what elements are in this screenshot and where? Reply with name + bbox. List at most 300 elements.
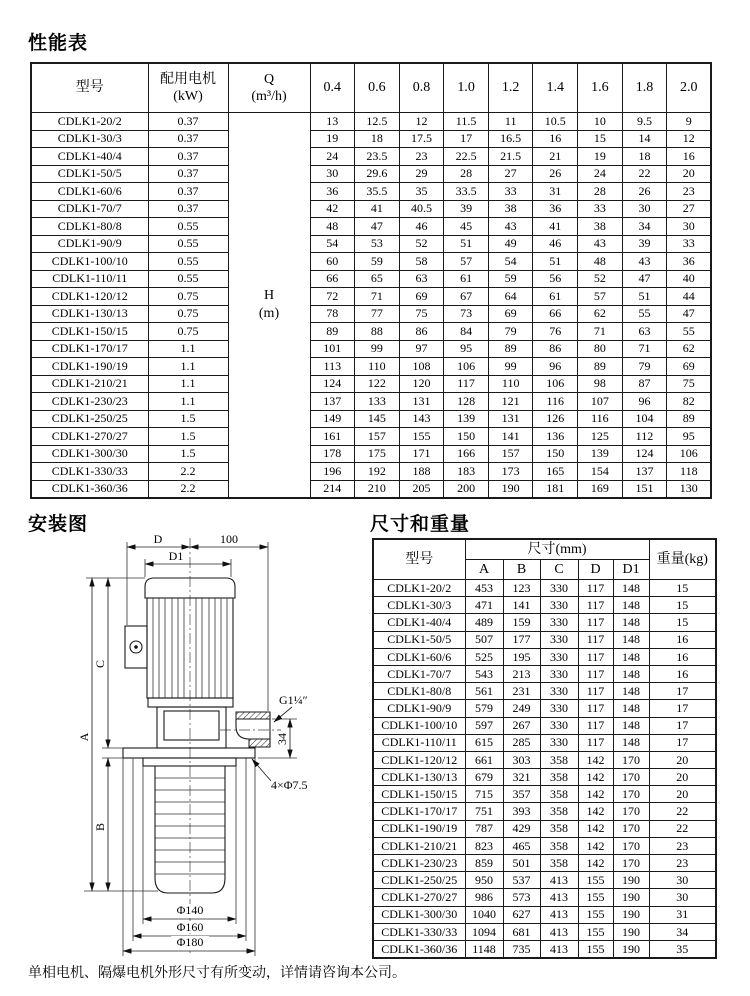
dimension-value-cell: 330 (540, 700, 578, 717)
dimension-value-cell: 950 (465, 872, 503, 889)
dimension-row (373, 786, 716, 803)
head-value-cell: 99 (355, 340, 400, 358)
head-value-cell: 57 (444, 253, 489, 271)
performance-row (31, 130, 711, 148)
head-value-cell: 10 (578, 113, 623, 131)
col-header-C: C (540, 560, 578, 580)
head-value-cell: 89 (578, 358, 623, 376)
dimension-value-cell: 22 (649, 820, 716, 837)
dimension-value-cell: 358 (540, 837, 578, 854)
flow-value-header: 0.4 (310, 63, 355, 113)
col-header-motor: 配用电机 (kW) (148, 63, 228, 113)
dimension-row (373, 872, 716, 889)
dimension-value-cell: 453 (465, 580, 503, 597)
head-value-cell: 29 (399, 165, 444, 183)
model-cell: CDLK1-40/4 (373, 614, 465, 631)
dimension-value-cell: 30 (649, 872, 716, 889)
dimension-value-cell: 141 (503, 597, 540, 614)
head-value-cell: 29.6 (355, 165, 400, 183)
col-header-weight: 重量(kg) (649, 539, 716, 580)
performance-row (31, 218, 711, 236)
head-value-cell: 82 (667, 393, 712, 411)
head-value-cell: 40.5 (399, 200, 444, 218)
dimension-value-cell: 148 (613, 614, 649, 631)
head-value-cell: 89 (488, 340, 533, 358)
motor-kw-cell: 0.55 (148, 235, 228, 253)
model-cell: CDLK1-330/33 (373, 923, 465, 940)
head-value-cell: 151 (622, 480, 667, 498)
dimension-value-cell: 330 (540, 614, 578, 631)
col-header-A: A (465, 560, 503, 580)
dimension-value-cell: 117 (578, 580, 613, 597)
dimension-value-cell: 1040 (465, 906, 503, 923)
motor-kw-cell: 0.75 (148, 323, 228, 341)
model-cell: CDLK1-20/2 (373, 580, 465, 597)
dimension-value-cell: 117 (578, 631, 613, 648)
dimension-row (373, 803, 716, 820)
model-cell: CDLK1-100/10 (31, 253, 148, 271)
head-value-cell: 139 (444, 410, 489, 428)
dimension-value-cell: 15 (649, 614, 716, 631)
dim-label-a: A (77, 732, 91, 742)
dimension-row (373, 734, 716, 751)
head-value-cell: 16 (533, 130, 578, 148)
head-value-cell: 78 (310, 305, 355, 323)
dimension-value-cell: 190 (613, 872, 649, 889)
head-value-cell: 161 (310, 428, 355, 446)
head-value-cell: 95 (667, 428, 712, 446)
dimension-value-cell: 117 (578, 734, 613, 751)
motor-kw-cell: 1.5 (148, 445, 228, 463)
head-value-cell: 154 (578, 463, 623, 481)
dimensions-header-row-1 (373, 539, 716, 560)
dimension-lines (92, 547, 292, 951)
dim-label-phi180: Φ180 (176, 935, 204, 949)
dimension-value-cell: 358 (540, 855, 578, 872)
dimension-value-cell: 823 (465, 837, 503, 854)
head-value-cell: 43 (578, 235, 623, 253)
head-value-cell: 51 (622, 288, 667, 306)
model-cell: CDLK1-300/30 (31, 445, 148, 463)
head-value-cell: 210 (355, 480, 400, 498)
model-cell: CDLK1-20/2 (31, 113, 148, 131)
model-cell: CDLK1-230/23 (373, 855, 465, 872)
model-cell: CDLK1-100/10 (373, 717, 465, 734)
dimension-value-cell: 303 (503, 751, 540, 768)
head-value-cell: 33 (578, 200, 623, 218)
dimension-value-cell: 393 (503, 803, 540, 820)
head-value-cell: 137 (310, 393, 355, 411)
head-value-cell: 130 (667, 480, 712, 498)
dimension-value-cell: 16 (649, 631, 716, 648)
dimension-row (373, 820, 716, 837)
dimension-value-cell: 679 (465, 769, 503, 786)
dimension-value-cell: 195 (503, 648, 540, 665)
head-value-cell: 48 (578, 253, 623, 271)
dimension-value-cell: 358 (540, 769, 578, 786)
head-value-cell: 33 (667, 235, 712, 253)
dimension-value-cell: 155 (578, 923, 613, 940)
model-cell: CDLK1-250/25 (373, 872, 465, 889)
head-value-cell: 98 (578, 375, 623, 393)
dimension-row (373, 906, 716, 923)
dimension-value-cell: 213 (503, 665, 540, 682)
dimension-value-cell: 148 (613, 734, 649, 751)
head-value-cell: 141 (488, 428, 533, 446)
dimension-row (373, 631, 716, 648)
dimension-value-cell: 142 (578, 803, 613, 820)
model-cell: CDLK1-150/15 (31, 323, 148, 341)
performance-table-body (31, 63, 711, 498)
performance-row (31, 393, 711, 411)
performance-header-row (31, 63, 711, 113)
head-value-cell: 116 (578, 410, 623, 428)
performance-row (31, 480, 711, 498)
head-value-cell: 150 (444, 428, 489, 446)
head-value-cell: 51 (444, 235, 489, 253)
head-value-cell: 15 (578, 130, 623, 148)
dimension-value-cell: 17 (649, 734, 716, 751)
head-value-cell: 205 (399, 480, 444, 498)
head-value-cell: 20 (667, 165, 712, 183)
head-value-cell: 35 (399, 183, 444, 201)
dimensions-table (372, 538, 717, 959)
head-value-cell: 36 (667, 253, 712, 271)
head-value-cell: 131 (488, 410, 533, 428)
head-value-cell: 9.5 (622, 113, 667, 131)
dimension-value-cell: 15 (649, 580, 716, 597)
head-value-cell: 112 (622, 428, 667, 446)
head-value-cell: 113 (310, 358, 355, 376)
flow-value-header: 0.6 (355, 63, 400, 113)
head-value-cell: 96 (533, 358, 578, 376)
dim-label-100: 100 (220, 532, 238, 546)
dimension-value-cell: 177 (503, 631, 540, 648)
dim-label-phi160: Φ160 (176, 920, 204, 934)
head-value-cell: 46 (399, 218, 444, 236)
head-value-cell: 33.5 (444, 183, 489, 201)
motor-kw-cell: 0.75 (148, 305, 228, 323)
head-value-cell: 66 (310, 270, 355, 288)
dimension-value-cell: 155 (578, 906, 613, 923)
dimension-value-cell: 117 (578, 700, 613, 717)
model-cell: CDLK1-80/8 (31, 218, 148, 236)
model-cell: CDLK1-330/33 (31, 463, 148, 481)
head-value-cell: 22.5 (444, 148, 489, 166)
dimension-value-cell: 735 (503, 940, 540, 958)
head-value-cell: 173 (488, 463, 533, 481)
dimension-value-cell: 330 (540, 631, 578, 648)
dimension-value-cell: 190 (613, 889, 649, 906)
dimension-value-cell: 170 (613, 855, 649, 872)
dimension-value-cell: 787 (465, 820, 503, 837)
model-cell: CDLK1-210/21 (31, 375, 148, 393)
head-value-cell: 188 (399, 463, 444, 481)
model-cell: CDLK1-90/9 (31, 235, 148, 253)
head-value-cell: 49 (488, 235, 533, 253)
flow-value-header: 0.8 (399, 63, 444, 113)
col-header-D: D (578, 560, 613, 580)
dimension-value-cell: 561 (465, 683, 503, 700)
model-cell: CDLK1-70/7 (373, 665, 465, 682)
dimension-value-cell: 597 (465, 717, 503, 734)
head-value-cell: 80 (578, 340, 623, 358)
dimension-value-cell: 170 (613, 803, 649, 820)
model-cell: CDLK1-70/7 (31, 200, 148, 218)
model-cell: CDLK1-300/30 (373, 906, 465, 923)
dimension-value-cell: 148 (613, 597, 649, 614)
model-cell: CDLK1-110/11 (31, 270, 148, 288)
head-value-cell: 17.5 (399, 130, 444, 148)
head-value-cell: 192 (355, 463, 400, 481)
head-value-cell: 106 (667, 445, 712, 463)
head-value-cell: 86 (533, 340, 578, 358)
head-value-cell: 36 (310, 183, 355, 201)
dimension-value-cell: 117 (578, 648, 613, 665)
coupling-window (164, 711, 219, 740)
motor-kw-cell: 1.1 (148, 393, 228, 411)
dimension-value-cell: 170 (613, 751, 649, 768)
motor-flange (148, 698, 233, 707)
dimension-value-cell: 17 (649, 700, 716, 717)
head-value-cell: 108 (399, 358, 444, 376)
col-header-flow: Q (m³/h) (228, 63, 310, 113)
dimension-value-cell: 155 (578, 940, 613, 958)
head-value-cell: 196 (310, 463, 355, 481)
model-cell: CDLK1-150/15 (373, 786, 465, 803)
head-value-cell: 24 (310, 148, 355, 166)
performance-row (31, 235, 711, 253)
dimension-value-cell: 142 (578, 786, 613, 803)
dimension-value-cell: 330 (540, 734, 578, 751)
head-value-cell: 52 (399, 235, 444, 253)
head-value-cell: 66 (533, 305, 578, 323)
head-value-cell: 89 (667, 410, 712, 428)
head-value-cell: 12 (399, 113, 444, 131)
model-cell: CDLK1-190/19 (373, 820, 465, 837)
dimension-row (373, 769, 716, 786)
dimension-value-cell: 615 (465, 734, 503, 751)
dimension-value-cell: 413 (540, 872, 578, 889)
terminal-box-dot (134, 645, 138, 649)
head-value-cell: 39 (622, 235, 667, 253)
head-value-cell: 165 (533, 463, 578, 481)
performance-row (31, 200, 711, 218)
dimension-value-cell: 859 (465, 855, 503, 872)
thread-leader (274, 707, 292, 722)
port-flange-bottom (249, 739, 270, 747)
performance-table (30, 62, 712, 499)
motor-kw-cell: 0.37 (148, 130, 228, 148)
head-value-cell: 51 (533, 253, 578, 271)
dimension-row (373, 923, 716, 940)
model-cell: CDLK1-130/13 (373, 769, 465, 786)
dimension-value-cell: 751 (465, 803, 503, 820)
motor-kw-cell: 0.37 (148, 113, 228, 131)
model-cell: CDLK1-80/8 (373, 683, 465, 700)
head-value-cell: 53 (355, 235, 400, 253)
head-value-cell: 214 (310, 480, 355, 498)
dim-label-b: B (93, 822, 107, 832)
head-value-cell: 43 (622, 253, 667, 271)
model-cell: CDLK1-170/17 (31, 340, 148, 358)
head-value-cell: 34 (622, 218, 667, 236)
head-value-cell: 75 (399, 305, 444, 323)
dimension-value-cell: 501 (503, 855, 540, 872)
dimension-value-cell: 16 (649, 648, 716, 665)
dimension-row (373, 940, 716, 958)
col-header-B: B (503, 560, 540, 580)
dimension-value-cell: 413 (540, 906, 578, 923)
dimension-row (373, 700, 716, 717)
base-plate (123, 748, 255, 758)
head-value-cell: 58 (399, 253, 444, 271)
col-header-size-group: 尺寸(mm) (465, 539, 649, 560)
dimension-value-cell: 17 (649, 683, 716, 700)
head-value-cell: 69 (399, 288, 444, 306)
head-value-cell: 45 (444, 218, 489, 236)
dimension-value-cell: 715 (465, 786, 503, 803)
head-value-cell: 126 (533, 410, 578, 428)
head-value-cell: 59 (488, 270, 533, 288)
head-value-cell: 118 (667, 463, 712, 481)
head-value-cell: 55 (622, 305, 667, 323)
head-value-cell: 69 (667, 358, 712, 376)
dimension-value-cell: 525 (465, 648, 503, 665)
performance-row (31, 253, 711, 271)
dimension-value-cell: 117 (578, 597, 613, 614)
head-value-cell: 143 (399, 410, 444, 428)
head-value-cell: 61 (444, 270, 489, 288)
head-value-cell: 95 (444, 340, 489, 358)
dimension-value-cell: 30 (649, 889, 716, 906)
model-cell: CDLK1-50/5 (373, 631, 465, 648)
head-value-cell: 200 (444, 480, 489, 498)
dimension-value-cell: 357 (503, 786, 540, 803)
dimension-value-cell: 20 (649, 786, 716, 803)
head-value-cell: 57 (578, 288, 623, 306)
flow-value-header: 1.2 (488, 63, 533, 113)
head-value-cell: 60 (310, 253, 355, 271)
performance-row (31, 428, 711, 446)
head-value-cell: 30 (667, 218, 712, 236)
flow-value-header: 1.0 (444, 63, 489, 113)
model-cell: CDLK1-60/6 (31, 183, 148, 201)
dimension-value-cell: 20 (649, 751, 716, 768)
dimension-value-cell: 358 (540, 820, 578, 837)
head-value-cell: 26 (622, 183, 667, 201)
head-value-cell: 19 (578, 148, 623, 166)
dimension-value-cell: 170 (613, 837, 649, 854)
head-value-cell: 110 (355, 358, 400, 376)
head-value-cell: 63 (399, 270, 444, 288)
performance-row (31, 410, 711, 428)
footer-note: 单相电机、隔爆电机外形尺寸有所变动，详情请咨询本公司。 (28, 966, 406, 981)
col-header-model: 型号 (31, 63, 148, 113)
dimension-row (373, 837, 716, 854)
head-value-cell: 27 (488, 165, 533, 183)
model-cell: CDLK1-130/13 (31, 305, 148, 323)
head-value-cell: 16.5 (488, 130, 533, 148)
head-value-cell: 59 (355, 253, 400, 271)
dimension-value-cell: 627 (503, 906, 540, 923)
head-value-cell: 71 (355, 288, 400, 306)
model-cell: CDLK1-30/3 (31, 130, 148, 148)
dimension-value-cell: 117 (578, 614, 613, 631)
performance-row (31, 463, 711, 481)
col-header-D1: D1 (613, 560, 649, 580)
head-value-cell: 128 (444, 393, 489, 411)
head-value-cell: 30 (622, 200, 667, 218)
performance-row (31, 270, 711, 288)
dim-label-c: C (93, 659, 107, 669)
head-value-cell: 52 (578, 270, 623, 288)
head-value-cell: 41 (533, 218, 578, 236)
head-value-cell: 145 (355, 410, 400, 428)
performance-row (31, 183, 711, 201)
dimension-value-cell: 142 (578, 751, 613, 768)
head-value-cell: 17 (444, 130, 489, 148)
dim-label-d1: D1 (168, 549, 184, 563)
pump-head-drawing (157, 707, 270, 748)
head-value-cell: 157 (488, 445, 533, 463)
head-value-cell: 16 (667, 148, 712, 166)
extension-lines (84, 542, 297, 956)
dimension-value-cell: 34 (649, 923, 716, 940)
dimension-value-cell: 330 (540, 717, 578, 734)
model-cell: CDLK1-90/9 (373, 700, 465, 717)
motor-kw-cell: 0.37 (148, 200, 228, 218)
head-value-cell: 121 (488, 393, 533, 411)
dimension-value-cell: 155 (578, 872, 613, 889)
performance-row (31, 288, 711, 306)
head-value-cell: 9 (667, 113, 712, 131)
head-value-cell: 62 (578, 305, 623, 323)
dimension-value-cell: 142 (578, 769, 613, 786)
performance-row (31, 358, 711, 376)
model-cell: CDLK1-120/12 (373, 751, 465, 768)
dimension-value-cell: 358 (540, 803, 578, 820)
head-value-cell: 76 (533, 323, 578, 341)
head-value-cell: 79 (488, 323, 533, 341)
dimension-value-cell: 142 (578, 820, 613, 837)
head-value-cell: 21 (533, 148, 578, 166)
head-value-cell: 61 (533, 288, 578, 306)
head-value-cell: 117 (444, 375, 489, 393)
head-value-cell: 21.5 (488, 148, 533, 166)
port-body (236, 719, 249, 739)
head-value-cell: 35.5 (355, 183, 400, 201)
head-value-cell: 181 (533, 480, 578, 498)
dimension-value-cell: 330 (540, 597, 578, 614)
model-cell: CDLK1-210/21 (373, 837, 465, 854)
motor-kw-cell: 0.37 (148, 148, 228, 166)
motor-kw-cell: 0.75 (148, 288, 228, 306)
flow-value-header: 1.6 (578, 63, 623, 113)
dimension-value-cell: 537 (503, 872, 540, 889)
dimension-value-cell: 507 (465, 631, 503, 648)
dimension-value-cell: 231 (503, 683, 540, 700)
dimension-value-cell: 986 (465, 889, 503, 906)
model-cell: CDLK1-190/19 (31, 358, 148, 376)
barrel-flange (143, 758, 236, 766)
dimension-value-cell: 661 (465, 751, 503, 768)
dimension-value-cell: 155 (578, 889, 613, 906)
head-value-cell: 84 (444, 323, 489, 341)
dimension-value-cell: 465 (503, 837, 540, 854)
head-value-cell: 28 (578, 183, 623, 201)
head-value-cell: 157 (355, 428, 400, 446)
